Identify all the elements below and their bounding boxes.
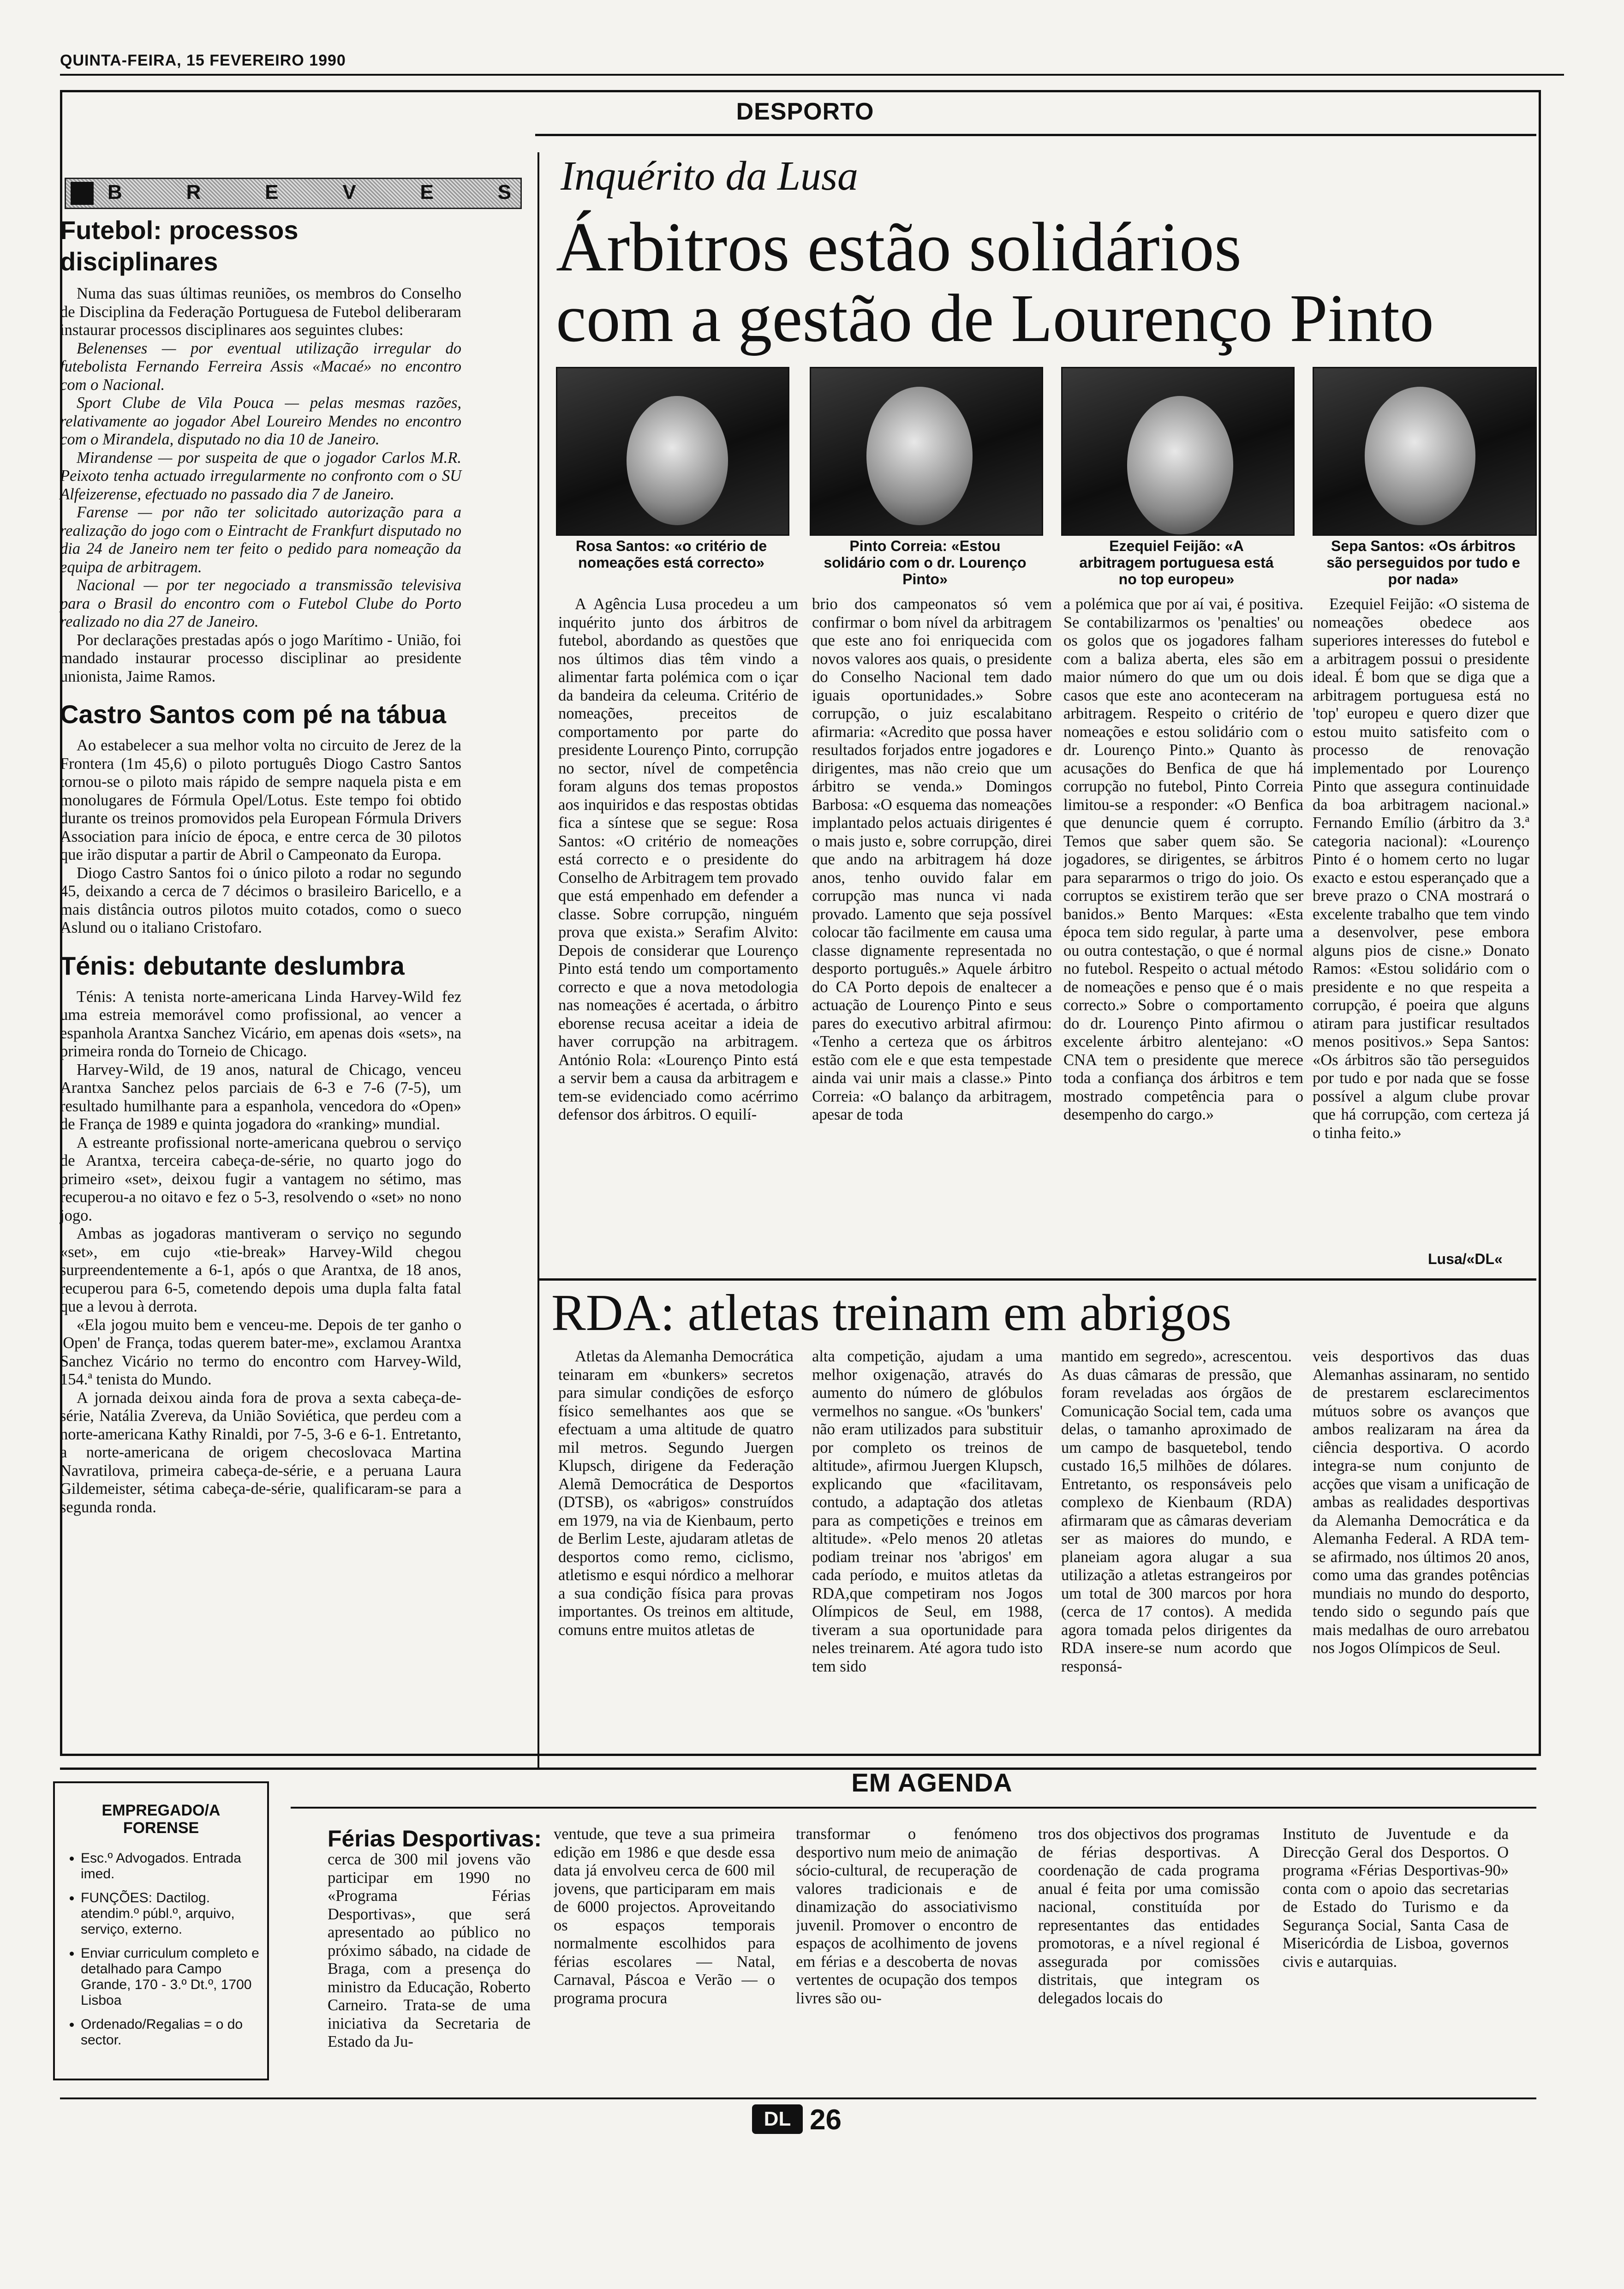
signature: Lusa/«DL« [1428,1251,1503,1267]
agenda-header: EM AGENDA [851,1768,1013,1797]
classified-ad [53,1781,269,2080]
photo-caption-pinto: Pinto Correia: «Estou solidário com o dr. Lourenço Pinto» [824,538,1027,587]
photo-caption-sepa: Sepa Santos: «Os árbitros são perseguidos por tudo e por nada» [1326,538,1520,587]
page-number: 26 [810,2104,842,2136]
portrait-face [1127,396,1233,534]
main-story-col-2: brio dos campeonatos só vem confirmar o bom nível da arbitragem que este ano foi enriquecida com novos valores aos quais, o presidente do Conselho Nacional tem dado iguais oportunidades.» Sobre corrupção, o juiz escalabitano afirmaria: «Acredito que possa haver resultados forjados entre jogadores e dirigentes, mas não creio que um árbitro se venda.» Domingos Barbosa: «O esquema das nomeações implantado pelos actuais dirigentes é o mais justo e, sobre corrupção, direi que ando na arbitragem há doze anos, tenho ouvido falar em corrupção mas nunca vi nada provado. Lamento que seja possível colocar tão facilmente em causa uma classe dignamente representada no desporto português.» Aquele árbitro do CA Porto depois de enaltecer a actuação de Lourenço Pinto e seus pares do executivo arbitral afirmou: «Tenho a certeza que os árbitros estão com ele e que esta tempestade ainda vai unir mais a classe.» Pinto Correia: «O balanço da arbitragem, apesar de toda [812,595,1052,1123]
ad-item: • Esc.º Advogados. Entrada imed. [81,1851,267,1882]
agenda-col-4: tros dos objectivos dos programas de férias desportivas. A coordenação de cada programa anual é feita por uma comissão nacional, constituída por representantes das entidades promotoras, e a nível regional é assegurada por comissões distritais, que integram os delegados locais do [1038,1825,1260,2007]
ad-title: EMPREGADO/A FORENSE [102,1802,221,1837]
breves-label: B R E V E S [107,181,511,204]
photo-caption-rosa: Rosa Santos: «o critério de nomeações está correcto» [575,538,767,571]
headline-line-2: com a gestão de Lourenço Pinto [556,281,1434,356]
rda-col-2: alta competição, ajudam a uma melhor oxigenação, através do aumento do número de glóbulos vermelhos no sangue. «Os 'bunkers' não eram utilizados para substituir por completo os treinos de altitude», afirmou Juergen Klupsch, explicando que «facilitavam, contudo, a adaptação dos atletas para as competições e treinos em altitude». «Pelo menos 20 atletas podiam treinar nos 'abrigos' em cada período, e muitos atletas da RDA,que competiram nos Jogos Olímpicos de Seul, em 1988, tiveram a sua oportunidade para neles treinarem. Até agora tudo isto tem sido [812,1348,1043,1675]
section-rule [535,134,1536,136]
photo-sepa-santos [1313,367,1537,536]
photo-ezequiel-feijao [1061,367,1295,536]
breves-body-futebol: Numa das suas últimas reuniões, os membros do Conselho de Disciplina da Federação Portuguesa de Futebol deliberaram instaurar processos disciplinares aos seguintes clubes: Belenenses — por eventual utilização irregular do futebolista Fernando Ferreira Assis «Macaé» no encontro com o Nacional. Sport Clube de Vila Pouca — pelas mesmas razões, relativamente ao jogador Abel Loureiro Mendes no encontro com o Mirandela, disputado no dia 10 de Janeiro. Mirandense — por suspeita de que o jogador Carlos M.R. Peixoto tenha actuado irregularmente no confronto com o SU Alfeizerense, efectuado no passado dia 7 de Janeiro. Farense — por não ter solicitado autorização para a realização do jogo com o Eintracht de Frankfurt disputado no dia 24 de Janeiro nem ter feito o pedido para nomeação da equipa de arbitragem. Nacional — por ter negociado a transmissão televisiva para o Brasil do encontro com o Futebol Clube do Porto realizado no dia 27 de Janeiro. Por declarações prestadas após o jogo Marítimo - União, foi mandado instaurar processo disciplinar ao presidente unionista, Jaime Ramos. [60,285,461,685]
agenda-rule [291,1807,1536,1809]
rda-col-3: mantido em segredo», acrescentou. As duas câmaras de pressão, que foram reveladas aos órgãos de Comunicação Social tem, cada uma delas, o tamanho aproximado de um campo de basquetebol, tendo custado 16,5 milhões de dólares. Entretanto, os responsáveis pelo complexo de Kienbaum (RDA) afirmaram que as câmaras deveriam ser as maiores do mundo, e planeiam agora alugar a sua utilização a atletas estrangeiros por um total de 300 marcos por hora (cerca de 17 contos). A medida agora tomada pelos dirigentes da RDA insere-se num acordo que responsá- [1061,1348,1292,1675]
rda-col-1: Atletas da Alemanha Democrática teinaram em «bunkers» secretos para simular condições de esforço físico semelhantes aos que se efectuam a uma altitude de quatro mil metros. Segundo Juergen Klupsch, dirigene da Federação Alemã Democrática de Desportos (DTSB), os «abrigos» construídos em 1979, na via de Kienbaum, perto de Berlim Leste, ajudaram atletas de desportos como remo, ciclismo, atletismo e esqui nórdico a melhorar a sua condição física para provas importantes. Os treinos em altitude, comuns entre muitos atletas de [558,1348,794,1639]
section-title: DESPORTO [736,98,874,125]
column-divider [537,152,539,1768]
dateline: QUINTA-FEIRA, 15 FEVEREIRO 1990 [60,52,346,69]
breves-title-tenis: Ténis: debutante deslumbra [60,951,405,980]
breves-title-futebol: Futebol: processos disciplinares [60,216,299,276]
portrait-face [866,387,973,525]
rda-col-4: veis desportivos das duas Alemanhas assinaram, no sentido de prestarem esclarecimentos mútuos sobre os avanços que ambos realizaram na área da ciência desportiva. O acordo integra-se num conjunto de acções que visam a unificação de ambas as realidades desportivas da Alemanha Democrática e da Alemanha Federal. A RDA tem-se afirmado, nos últimos 20 anos, como uma das grandes potências mundiais no mundo do desporto, tendo sido o segundo país que mais medalhas de ouro arrebatou nos Jogos Olímpicos de Seul. [1313,1348,1529,1657]
headline-line-1: Árbitros estão solidários [556,208,1242,286]
ad-list [55,1851,267,2048]
agenda-col-5: Instituto de Juventude e da Direcção Geral dos Desportos. O programa «Férias Desportivas-90» conta com o apoio das secretarias de Estado do Turismo e da Segurança Social, Santa Casa de Misericórdia de Lisboa, governos civis e autarquias. [1283,1825,1509,1971]
breves-block [71,182,94,205]
breves-bar [65,178,522,209]
agenda-col-1: cerca de 300 mil jovens vão participar em 1990 no «Programa Férias Desportivas», que será apresentado ao público no próximo sábado, na cidade de Braga, com a presença do ministro da Educação, Roberto Carneiro. Trata-se de uma iniciativa da Secretaria de Estado da Ju- [328,1851,531,2050]
top-rule [60,74,1564,76]
rda-rule [537,1278,1536,1281]
photo-rosa-santos [556,367,789,536]
breves-title-castro: Castro Santos com pé na tábua [60,700,447,729]
breves-body-castro: Ao estabelecer a sua melhor volta no circuito de Jerez de la Frontera (1m 45,6) o piloto português Diogo Castro Santos tornou-se o piloto mais rápido de sempre naquela pista e em monolugares de Fórmula Opel/Lotus. Este tempo foi obtido durante os treinos promovidos pela European Fórmula Drivers Association para início de época, e entre cerca de 30 pilotos que irão disputar a partir de Abril o Campeonato da Europa. Diogo Castro Santos foi o único piloto a rodar no segundo 45, deixando a cerca de 7 décimos o brasileiro Baricello, e a mais distância outros pilotos muito cotados, como o sueco Aslund ou o italiano Cristofaro. [60,737,461,936]
footer-rule [60,2097,1536,2099]
rda-headline: RDA: atletas treinam em abrigos [551,1284,1232,1342]
agenda-col-2: ventude, que teve a sua primeira edição em 1986 e que desde essa data já envolveu cerca de 600 mil jovens, que participaram em mais de 6000 projectos. Aproveitando os espaços temporais normalmente escolhidos para férias escolares — Natal, Carnaval, Páscoa e Verão — o programa procura [554,1825,775,2007]
photo-pinto-correia [810,367,1043,536]
portrait-face [627,396,728,525]
main-story-col-3: a polémica que por aí vai, é positiva. Se contabilizarmos os 'penalties' ou os golos que os jogadores falham com a baliza aberta, eles são em maior número do que um ou dois casos que este ano aconteceram na arbitragem. Respeito o critério de nomeações e estou solidário com o dr. Lourenço Pinto.» Quanto às acusações do Benfica de que há corrupção no futebol, Pinto Correia limitou-se a responder: «O Benfica que denuncie quem é corrupto. Temos que saber quem são. Se jogadores, se dirigentes, se árbitros para separarmos o trigo do joio. Os corruptos se existirem terão que ser banidos.» Bento Marques: «Esta época tem sido regular, à parte uma ou outra contestação, o que é normal no futebol. Respeito o actual método de nomeações e penso que é o mais correcto.» Sobre o comportamento do dr. Lourenço Pinto afirmou o excelente árbitro alentejano: «O CNA tem o presidente que merece toda a confiança dos árbitros e tem mostrado competência para o desempenho do cargo.» [1063,595,1303,1123]
ad-item: • Ordenado/Regalias = o do sector. [81,2017,267,2048]
breves-body-tenis: Ténis: A tenista norte-americana Linda Harvey-Wild fez uma estreia memorável como profissional, ao vencer a espanhola Arantxa Sanchez Vicário, em apenas dois «sets», na primeira ronda do Torneio de Chicago. Harvey-Wild, de 19 anos, natural de Chicago, venceu Arantxa Sanchez pelos parciais de 6-3 e 7-6 (7-5), um resultado humilhante para a espanhola, vencedora do «Open» de França de 1989 e quinta jogadora do «ranking» mundial. A estreante profissional norte-americana quebrou o serviço de Arantxa, terceira cabeça-de-série, no quarto jogo do primeiro «set», deixou fugir a vantagem no sétimo, mas recuperou-a no oitavo e fez o 5-3, resolvendo o «set» no nono jogo. Ambas as jogadoras mantiveram o serviço no segundo «set», em cujo «tie-break» Harvey-Wild chegou surpreendentemente a 6-1, após o que Arantxa, de 18 anos, recuperou para 6-5, cometendo depois uma dupla falta fatal que a levou à derrota. «Ela jogou muito bem e venceu-me. Depois de ter ganho o 'Open' de França, todas querem bater-me», exclamou Arantxa Sanchez Vicário no termo do encontro com Harvey-Wild, 154.ª tenista do Mundo. A jornada deixou ainda fora de prova a sexta cabeça-de-série, Natália Zvereva, da União Soviética, que perdeu com a norte-americana Kathy Rinaldi, por 7-5, 3-6 e 6-1. Entretanto, a norte-americana de origem checoslovaca Martina Navratilova, primeira cabeça-de-série, e a peruana Laura Gildemeister, sétima cabeça-de-série, qualificaram-se para a segunda ronda. [60,988,461,1516]
footer-logo: DL [752,2104,803,2134]
kicker: Inquérito da Lusa [561,153,859,199]
portrait-face [1365,387,1475,525]
main-story-col-1: A Agência Lusa procedeu a um inquérito junto dos árbitros de futebol, abordando as questões que nos últimos dias têm vindo a alimentar farta polémica com o içar da bandeira da celeuma. Critério de nomeações, preceitos de comportamento por parte do presidente Lourenço Pinto, corrupção no sector, nível de competência foram alguns dos temas propostos aos inquiridos e das respostas obtidas fica a síntese que se segue: Rosa Santos: «O critério de nomeações está correcto e o presidente do Conselho de Arbitragem tem provado que está empenhado em defender a classe. Sobre corrupção, ninguém prova que exista.» Serafim Alvito: Depois de considerar que Lourenço Pinto está tendo um comportamento correcto e que a nova metodologia nas nomeações é acertada, o árbitro eborense recusa aceitar a ideia de haver corrupção na arbitragem. António Rola: «Lourenço Pinto está a servir bem a causa da arbitragem e tem-se evidenciado como acérrimo defensor dos árbitros. O equilí- [558,595,798,1123]
photo-caption-ezequiel: Ezequiel Feijão: «A arbitragem portuguesa está no top europeu» [1079,538,1274,587]
main-story-col-4: Ezequiel Feijão: «O sistema de nomeações obedece aos superiores interesses do futebol e a arbitragem possui o presidente ideal. É bom que se diga que a arbitragem portuguesa está no 'top' europeu e quero dizer que estou muito satisfeito com o processo de renovação implementado por Lourenço Pinto que assegura continuidade da boa arbitragem nacional.» Fernando Emílio (árbitro da 3.ª categoria nacional): «Lourenço Pinto é o homem certo no lugar exacto e estou esperançado que a breve prazo o CNA mostrará o excelente trabalho que tem vindo a desenvolver, pese embora alguns pios de cisne.» Donato Ramos: «Estou solidário com o presidente e no que respeita a corrupção, é poeira que alguns atiram para justificar resultados menos positivos.» Sepa Santos: «Os árbitros são tão perseguidos por tudo e por nada que se fosse possível a algum clube provar que há corrupção, com certeza já o tinha feito.» [1313,595,1529,1142]
ad-item: • FUNÇÕES: Dactilog. atendim.º públ.º, arquivo, serviço, externo. [81,1890,267,1937]
bottom-rule [60,1768,1536,1770]
agenda-col-3: transformar o fenómeno desportivo num meio de animação sócio-cultural, de recuperação de valores tradicionais e de dinamização do associativismo juvenil. Promover o encontro de espaços de acolhimento de jovens em férias e a descoberta de novas vertentes de ocupação dos tempos livres são ou- [796,1825,1017,2007]
agenda-title: Férias Desportivas: [328,1826,542,1852]
breves-column [60,215,461,1516]
ad-item: • Enviar curriculum completo e detalhado para Campo Grande, 170 - 3.º Dt.º, 1700 Lisboa [81,1946,267,2008]
